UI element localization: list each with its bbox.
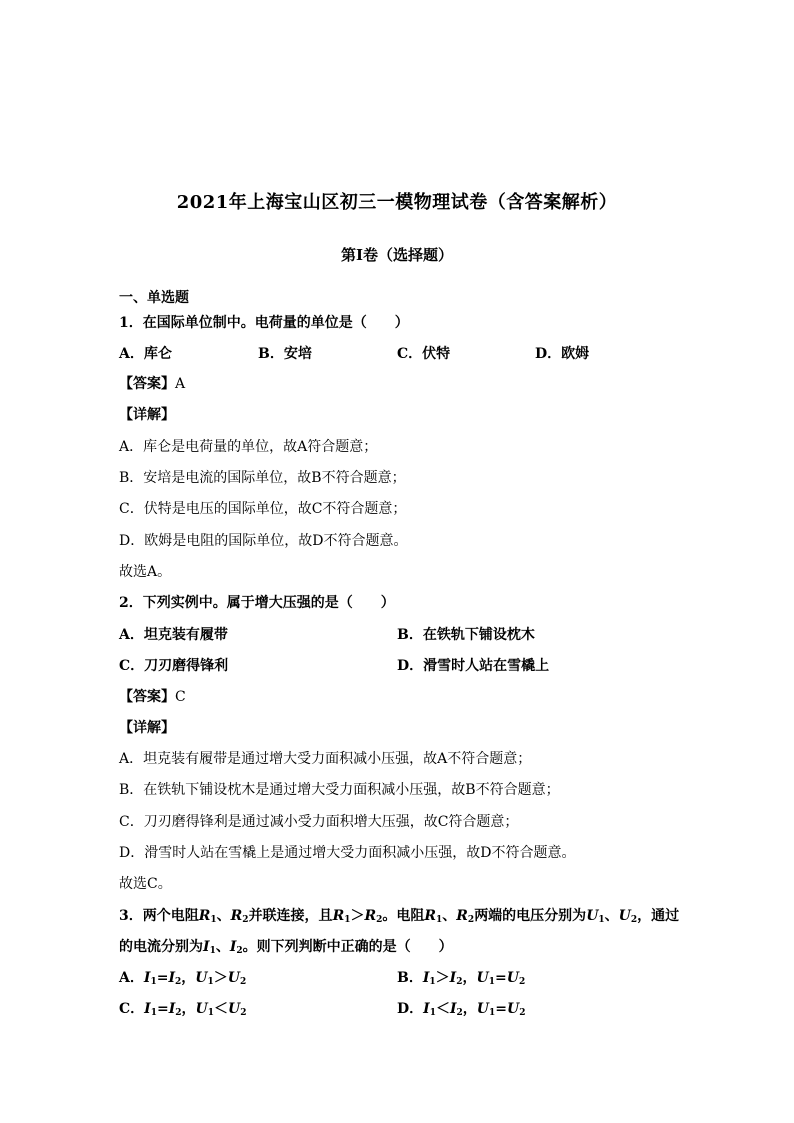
q2-explanation-c: C．刀刃磨得锋利是通过减小受力面积增大压强，故C符合题意； [119,814,519,830]
section-subtitle: 第I卷（选择题） [340,246,454,264]
q3-option-d: D．$I_1<I_2$，$U_1=U_2$ [397,1001,526,1018]
section-heading: 一、单选题 [119,290,189,306]
answer-value: A [175,376,186,392]
q3-option-a: A．$I_1=I_2$，$U_1>U_2$ [119,970,247,987]
question-3-stem-line-1: 3．两个电阻$R_1$、$R_2$并联连接，且$R_1>R_2$。电阻$R_1$、$R_2$两端的电压分别为$U_1$、$U_2$，通过 [119,908,680,925]
question-1-stem: 1．在国际单位制中。电荷量的单位是（ ） [119,315,409,331]
q3-option-c: C．$I_1=I_2$，$U_1<U_2$ [119,1001,247,1018]
q1-explanation-b: B．安培是电流的国际单位，故B不符合题意； [119,470,406,486]
q1-explanation-c: C．伏特是电压的国际单位，故C不符合题意； [119,501,407,517]
q2-explanation-d: D．滑雪时人站在雪橇上是通过增大受力面积减小压强，故D不符合题意。 [119,845,576,861]
q1-detail-label: 【详解】 [119,407,175,423]
q1-explanation-d: D．欧姆是电阻的国际单位，故D不符合题意。 [119,533,408,549]
q1-explanation-a: A．库仑是电荷量的单位，故A符合题意； [119,439,378,455]
question-3-stem-line-2: 的电流分别为$I_1$、$I_2$。则下列判断中正确的是（ ） [119,939,453,956]
q2-option-a: A．坦克装有履带 [119,627,228,643]
document-title: 2021年上海宝山区初三一模物理试卷（含答案解析） [176,192,618,213]
q1-conclusion: 故选A。 [119,564,172,580]
q3-option-b: B．$I_1>I_2$，$U_1=U_2$ [397,970,526,987]
answer-label: 【答案】 [119,689,175,705]
q2-explanation-a: A．坦克装有履带是通过增大受力面积减小压强，故A不符合题意； [119,751,532,767]
q2-explanation-b: B．在铁轨下铺设枕木是通过增大受力面积减小压强，故B不符合题意； [119,782,560,798]
q2-detail-label: 【详解】 [119,720,175,736]
q2-answer [119,686,186,706]
q2-conclusion: 故选C。 [119,876,172,892]
answer-label: 【答案】 [119,376,175,392]
question-2-stem: 2．下列实例中。属于增大压强的是（ ） [119,595,395,611]
q2-option-c: C．刀刃磨得锋利 [119,658,229,674]
q2-option-d: D．滑雪时人站在雪橇上 [397,658,550,674]
q1-option-b: B．安培 [258,346,312,362]
answer-value: C [175,689,186,705]
q1-option-a: A．库仑 [119,346,172,362]
q1-option-d: D．欧姆 [535,346,590,362]
q1-option-c: C．伏特 [397,346,451,362]
q1-answer [119,373,185,393]
q2-option-b: B．在铁轨下铺设枕木 [397,627,535,643]
